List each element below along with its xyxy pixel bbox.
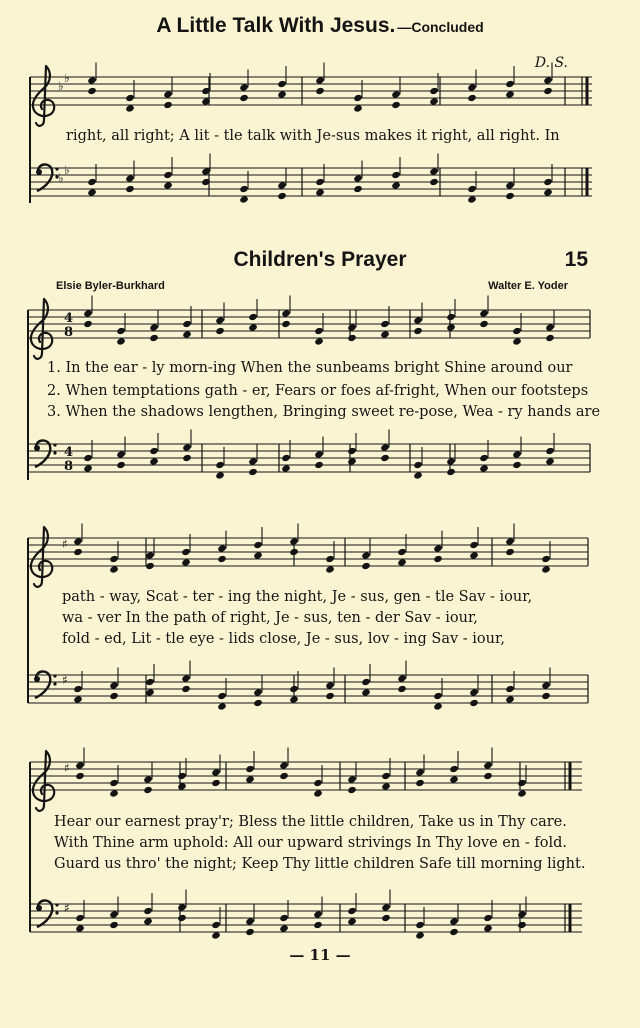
note-head [116, 337, 126, 345]
note-head [469, 688, 479, 696]
note-head [145, 551, 155, 559]
svg-text:♯: ♯ [64, 901, 70, 915]
note-head [543, 178, 553, 186]
note-head [415, 921, 425, 929]
note-head [353, 174, 363, 182]
note-head [543, 76, 553, 84]
time-signature [64, 311, 73, 474]
note-head [143, 917, 153, 925]
note-head [429, 97, 439, 105]
note-head [505, 548, 515, 556]
svg-text:8: 8 [64, 325, 74, 340]
note-head [75, 924, 85, 932]
note-head [87, 87, 97, 95]
note-head [149, 457, 159, 465]
note-head [483, 914, 493, 922]
note-head [314, 461, 324, 469]
note-head [149, 323, 159, 331]
note-head [347, 917, 357, 925]
note-head [413, 327, 423, 335]
note-head [381, 772, 391, 780]
note-head [116, 450, 126, 458]
note-head [109, 555, 119, 563]
note-head [75, 914, 85, 922]
note-head [279, 914, 289, 922]
note-head [517, 921, 527, 929]
note-head [483, 924, 493, 932]
note-head [281, 320, 291, 328]
note-head [109, 789, 119, 797]
note-head [73, 537, 83, 545]
note-head [315, 87, 325, 95]
note-head [143, 775, 153, 783]
note-head [479, 320, 489, 328]
note-head [248, 457, 258, 465]
note-head [277, 80, 287, 88]
note-head [182, 454, 192, 462]
system-2-treble [28, 538, 588, 703]
note-head [279, 772, 289, 780]
note-head [109, 910, 119, 918]
note-head [248, 323, 258, 331]
verse-2-line-a: 2. When temptations gath - er, Fears or foes af-fright, When our footsteps [47, 383, 589, 399]
note-head [239, 94, 249, 102]
note-head [347, 907, 357, 915]
note-head [415, 779, 425, 787]
note-head [253, 541, 263, 549]
note-head [449, 765, 459, 773]
system-3-treble [30, 762, 582, 932]
note-head [415, 768, 425, 776]
note-head [75, 761, 85, 769]
note-head [467, 185, 477, 193]
note-head [545, 457, 555, 465]
note-head [433, 544, 443, 552]
note-head [145, 678, 155, 686]
note-head [181, 685, 191, 693]
note-head [505, 90, 515, 98]
note-head [217, 692, 227, 700]
note-head [347, 447, 357, 455]
note-head [215, 461, 225, 469]
note-head [517, 779, 527, 787]
svg-text:♭: ♭ [58, 79, 64, 93]
note-head [279, 761, 289, 769]
verse-3-line-a: 3. When the shadows lengthen, Bringing sweet re-pose, Wea - ry hands are [47, 404, 601, 420]
note-head [239, 83, 249, 91]
note-head [415, 931, 425, 939]
note-head [87, 178, 97, 186]
svg-text:♭: ♭ [64, 71, 70, 85]
note-head [361, 562, 371, 570]
hymn-number: 15 [564, 248, 588, 271]
note-head [163, 181, 173, 189]
note-head [483, 772, 493, 780]
note-head [217, 555, 227, 563]
note-head [143, 786, 153, 794]
key-signature [58, 71, 70, 915]
note-head [83, 454, 93, 462]
note-head [517, 789, 527, 797]
section-title-suffix: —Concluded [397, 19, 484, 35]
note-head [541, 555, 551, 563]
note-head [109, 692, 119, 700]
note-head [353, 104, 363, 112]
note-head [277, 90, 287, 98]
note-head [215, 327, 225, 335]
note-head [87, 76, 97, 84]
note-head [479, 464, 489, 472]
note-head [125, 104, 135, 112]
note-head [381, 914, 391, 922]
note-head [313, 789, 323, 797]
note-head [446, 313, 456, 321]
note-head [505, 685, 515, 693]
note-head [211, 921, 221, 929]
verse-1-line-c: Hear our earnest pray'r; Bless the little children, Take us in Thy care. [54, 814, 567, 830]
note-head [281, 454, 291, 462]
note-head [391, 90, 401, 98]
note-head [83, 309, 93, 317]
note-head [413, 471, 423, 479]
note-head [289, 695, 299, 703]
note-head [313, 779, 323, 787]
note-head [429, 167, 439, 175]
system-section1-bass [30, 168, 592, 196]
note-head [381, 782, 391, 790]
note-head [253, 699, 263, 707]
note-head [315, 76, 325, 84]
note-head [381, 903, 391, 911]
note-head [467, 195, 477, 203]
note-head [361, 551, 371, 559]
note-head [413, 316, 423, 324]
system-1-bass [28, 444, 590, 472]
note-head [87, 188, 97, 196]
verse-1-line-b: path - way, Scat - ter - ing the night, Je - sus, gen - tle Sav - iour, [62, 589, 533, 605]
note-heads [73, 63, 555, 940]
note-head [505, 537, 515, 545]
note-head [239, 195, 249, 203]
note-head [429, 87, 439, 95]
note-head [325, 681, 335, 689]
note-head [253, 551, 263, 559]
note-head [143, 907, 153, 915]
note-head [248, 468, 258, 476]
note-head [116, 327, 126, 335]
note-head [73, 695, 83, 703]
note-head [325, 565, 335, 573]
music-credit: Walter E. Yoder [488, 280, 568, 292]
note-head [125, 185, 135, 193]
note-head [512, 337, 522, 345]
note-head [182, 443, 192, 451]
note-head [469, 541, 479, 549]
note-head [177, 772, 187, 780]
note-head [279, 924, 289, 932]
note-head [449, 775, 459, 783]
note-head [429, 178, 439, 186]
note-head [245, 775, 255, 783]
treble-clef-icon [33, 751, 54, 811]
note-head [397, 548, 407, 556]
svg-text:4: 4 [64, 445, 74, 460]
note-head [347, 786, 357, 794]
note-head [73, 548, 83, 556]
note-head [446, 323, 456, 331]
note-head [391, 171, 401, 179]
note-head [479, 454, 489, 462]
note-head [541, 565, 551, 573]
note-head [391, 101, 401, 109]
svg-text:♯: ♯ [62, 673, 68, 687]
note-head [467, 94, 477, 102]
note-head [217, 544, 227, 552]
note-head [177, 782, 187, 790]
note-head [239, 185, 249, 193]
note-head [289, 537, 299, 545]
note-head [353, 94, 363, 102]
note-head [479, 309, 489, 317]
note-head [512, 450, 522, 458]
note-head [449, 917, 459, 925]
note-head [215, 471, 225, 479]
note-head [315, 178, 325, 186]
note-head [181, 558, 191, 566]
svg-text:8: 8 [64, 459, 74, 474]
svg-text:4: 4 [64, 311, 74, 326]
note-head [245, 928, 255, 936]
note-head [245, 765, 255, 773]
note-head [325, 555, 335, 563]
note-head [380, 320, 390, 328]
note-head [181, 674, 191, 682]
note-head [541, 692, 551, 700]
note-head [397, 674, 407, 682]
note-head [182, 320, 192, 328]
verse-3-line-c: Guard us thro' the night; Keep Thy little children Safe till morning light. [54, 856, 586, 872]
note-head [211, 931, 221, 939]
note-head [545, 334, 555, 342]
note-head [543, 188, 553, 196]
verse-2-line-c: With Thine arm uphold: All our upward strivings In Thy love en - fold. [54, 835, 567, 851]
note-head [446, 468, 456, 476]
ds-marking: D. S. [534, 55, 568, 71]
treble-clef-icon [31, 527, 52, 587]
note-head [433, 555, 443, 563]
note-head [467, 83, 477, 91]
note-head [125, 94, 135, 102]
treble-clef-icon [31, 299, 52, 359]
system-1-treble [28, 310, 590, 480]
note-head [116, 461, 126, 469]
note-head [380, 454, 390, 462]
note-head [314, 450, 324, 458]
note-head [83, 464, 93, 472]
note-head [325, 692, 335, 700]
note-head [289, 548, 299, 556]
note-head [277, 192, 287, 200]
note-head [361, 688, 371, 696]
verse-3-line-b: fold - ed, Lit - tle eye - lids close, Je - sus, lov - ing Sav - iour, [62, 631, 505, 647]
note-head [163, 171, 173, 179]
svg-text:♯: ♯ [62, 537, 68, 551]
note-head [512, 461, 522, 469]
note-head [281, 309, 291, 317]
note-head [469, 699, 479, 707]
note-head [314, 327, 324, 335]
note-head [109, 565, 119, 573]
verse-1-line-a: 1. In the ear - ly morn-ing When the sunbeams bright Shine around our [47, 360, 573, 376]
note-head [347, 334, 357, 342]
note-head [347, 323, 357, 331]
note-head [413, 461, 423, 469]
note-head [449, 928, 459, 936]
note-head [75, 772, 85, 780]
note-head [245, 917, 255, 925]
svg-text:♭: ♭ [58, 171, 64, 185]
section1-lyric: right, all right; A lit - tle talk with Je-sus makes it right, all right. In [66, 128, 560, 144]
note-head [543, 87, 553, 95]
note-head [397, 685, 407, 693]
note-head [361, 678, 371, 686]
note-head [289, 685, 299, 693]
note-head [380, 443, 390, 451]
note-head [177, 914, 187, 922]
note-head [505, 80, 515, 88]
section-title-main: A Little Talk With Jesus. [156, 14, 396, 37]
note-head [314, 337, 324, 345]
note-head [469, 551, 479, 559]
note-head [109, 681, 119, 689]
svg-text:♭: ♭ [64, 163, 70, 177]
note-head [277, 181, 287, 189]
note-head [211, 779, 221, 787]
note-head [248, 313, 258, 321]
note-head [163, 90, 173, 98]
svg-text:♯: ♯ [64, 761, 70, 775]
note-head [181, 548, 191, 556]
note-head [433, 702, 443, 710]
words-credit: Elsie Byler-Burkhard [56, 280, 165, 292]
note-head [217, 702, 227, 710]
note-head [545, 323, 555, 331]
note-head [517, 910, 527, 918]
note-head [145, 562, 155, 570]
note-head [215, 316, 225, 324]
hymn-title: Children's Prayer [233, 248, 407, 271]
note-head [313, 921, 323, 929]
note-head [545, 447, 555, 455]
note-head [177, 903, 187, 911]
note-head [433, 692, 443, 700]
note-head [149, 334, 159, 342]
note-head [483, 761, 493, 769]
note-head [253, 688, 263, 696]
note-head [397, 558, 407, 566]
note-head [505, 181, 515, 189]
note-head [315, 188, 325, 196]
note-head [347, 775, 357, 783]
note-head [211, 768, 221, 776]
note-head [505, 695, 515, 703]
note-head [182, 330, 192, 338]
page-number: — 11 — [289, 946, 351, 964]
note-head [109, 779, 119, 787]
note-head [163, 101, 173, 109]
note-head [83, 320, 93, 328]
note-head [505, 192, 515, 200]
treble-clef-icon [33, 66, 54, 126]
note-head [380, 330, 390, 338]
note-head [541, 681, 551, 689]
note-head [512, 327, 522, 335]
verse-2-line-b: wa - ver In the path of right, Je - sus, ten - der Sav - iour, [62, 610, 478, 626]
note-head [391, 181, 401, 189]
note-head [281, 464, 291, 472]
note-head [125, 174, 135, 182]
note-head [149, 447, 159, 455]
note-head [73, 685, 83, 693]
note-head [446, 457, 456, 465]
note-head [353, 185, 363, 193]
note-head [313, 910, 323, 918]
note-head [109, 921, 119, 929]
note-head [145, 688, 155, 696]
note-head [347, 457, 357, 465]
